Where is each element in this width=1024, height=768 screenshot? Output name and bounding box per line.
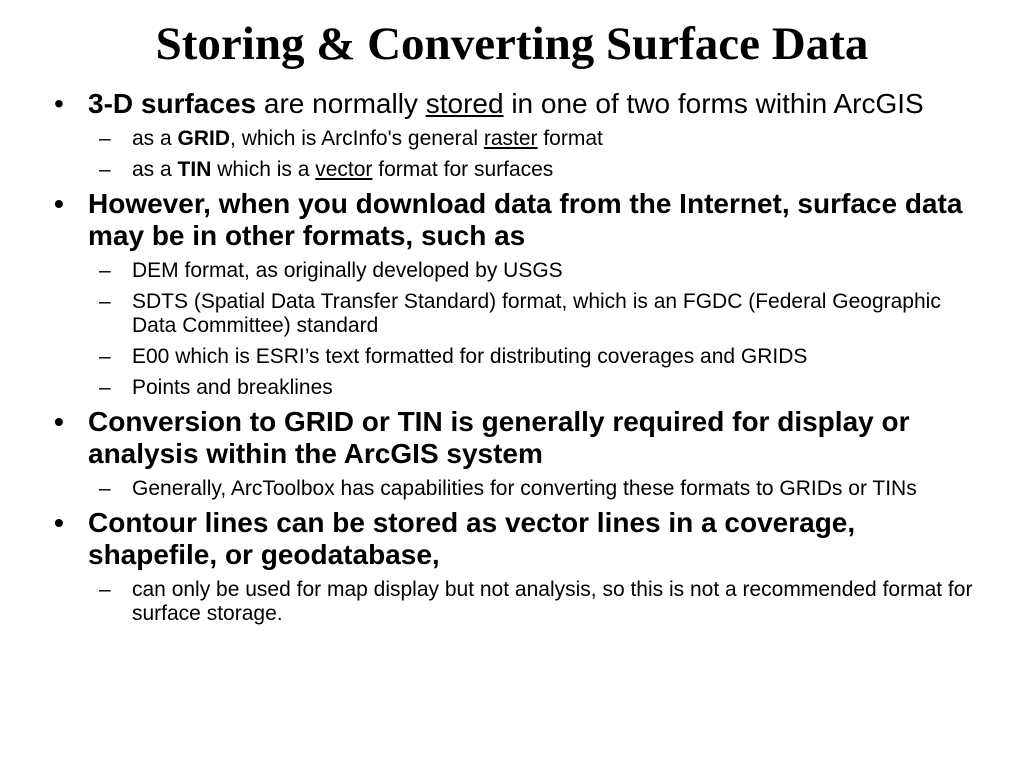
bullet-icon: • — [54, 507, 64, 538]
dash-icon: – — [99, 127, 111, 150]
bullet-icon: • — [54, 88, 64, 119]
sub-bullet-text: as a — [132, 127, 178, 150]
dash-icon: – — [99, 290, 111, 313]
bullet-text: Conversion to GRID or TIN is generally required for display or analysis within the ArcGIS system — [88, 406, 910, 469]
slide-title: Storing & Converting Surface Data — [155, 18, 869, 70]
sub-bullet-point — [48, 477, 988, 501]
dash-icon: – — [99, 578, 111, 601]
sub-bullet-text: format — [537, 127, 603, 150]
sub-bullet-text: SDTS (Spatial Data Transfer Standard) format, which is an FGDC (Federal Geographic Data Committee) standard — [132, 290, 941, 337]
bullet-point — [48, 88, 988, 120]
sub-bullet-text: , which is ArcInfo's general — [230, 127, 484, 150]
dash-icon: – — [99, 376, 111, 399]
sub-bullet-text: Generally, ArcToolbox has capabilities for converting these formats to GRIDs or TINs — [132, 477, 917, 500]
sub-bullet-text: format for surfaces — [372, 158, 554, 181]
sub-bullet-text: can only be used for map display but not analysis, so this is not a recommended format for surface storage. — [132, 578, 973, 625]
sub-bullet-text: DEM format, as originally developed by USGS — [132, 259, 563, 282]
bullet-text: Contour lines can be stored as vector lines in a coverage, shapefile, or geodatabase, — [88, 507, 856, 570]
sub-bullet-text: E00 which is ESRI’s text formatted for distributing coverages and GRIDS — [132, 345, 808, 368]
dash-icon: – — [99, 345, 111, 368]
sub-bullet-point — [48, 127, 988, 151]
bullet-text: in one of two forms within ArcGIS — [503, 88, 924, 119]
sub-bullet-text: as a — [132, 158, 178, 181]
bullet-text: However, when you download data from the Internet, surface data may be in other formats, such as — [88, 188, 963, 251]
sub-bullet-text-underlined: vector — [315, 158, 373, 181]
bullet-point — [48, 507, 988, 571]
dash-icon: – — [99, 477, 111, 500]
bullet-icon: • — [54, 188, 64, 219]
sub-bullet-text-bold: TIN — [177, 158, 212, 181]
sub-bullet-point — [48, 290, 988, 338]
bullet-point — [48, 188, 988, 252]
sub-bullet-text: Points and breaklines — [132, 376, 333, 399]
dash-icon: – — [99, 158, 111, 181]
dash-icon: – — [99, 259, 111, 282]
bullet-point — [48, 406, 988, 470]
sub-bullet-text-bold: GRID — [177, 127, 231, 150]
bullet-text-bold: 3-D surfaces — [88, 88, 257, 119]
sub-bullet-text: which is a — [211, 158, 316, 181]
sub-bullet-point — [48, 158, 988, 182]
slide-body — [48, 88, 988, 626]
sub-bullet-point — [48, 259, 988, 283]
sub-bullet-point — [48, 578, 988, 626]
sub-bullet-text-underlined: raster — [483, 127, 538, 150]
sub-bullet-point — [48, 345, 988, 369]
bullet-text: are normally — [256, 88, 426, 119]
sub-bullet-point — [48, 376, 988, 400]
bullet-icon: • — [54, 406, 64, 437]
bullet-text-underlined: stored — [425, 88, 504, 119]
